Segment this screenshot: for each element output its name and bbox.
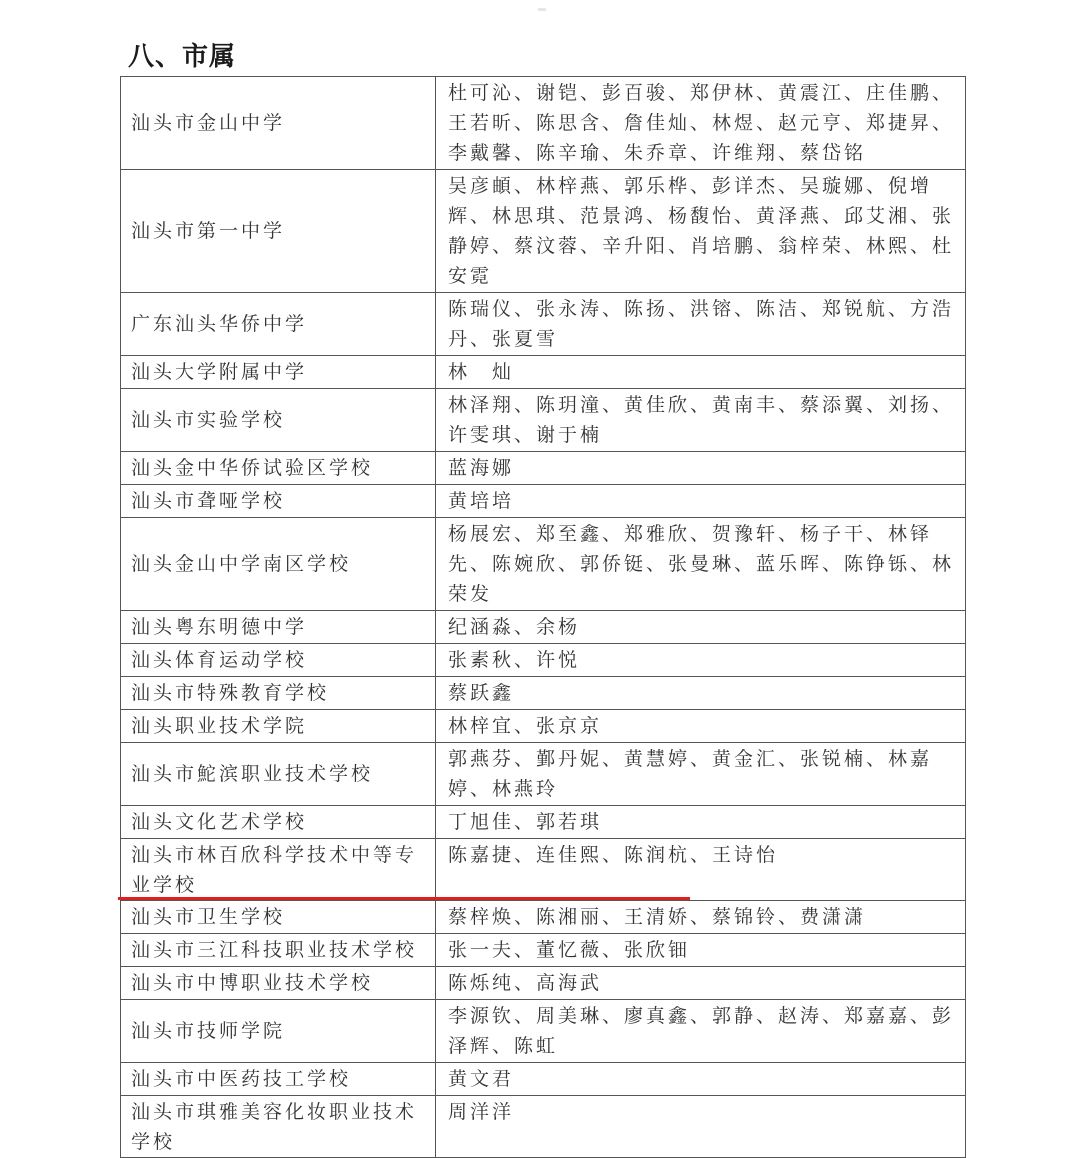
- names-cell: 林梓宜、张京京: [436, 710, 966, 743]
- names-cell: 林泽翔、陈玥潼、黄佳欣、黄南丰、蔡添翼、刘扬、许雯琪、谢于楠: [436, 389, 966, 452]
- names-cell: 蔡跃鑫: [436, 677, 966, 710]
- names-cell: 蔡梓焕、陈湘丽、王清娇、蔡锦铃、费潇潇: [436, 901, 966, 934]
- school-cell: 汕头粤东明德中学: [121, 611, 436, 644]
- table-row: [121, 839, 966, 901]
- school-cell: 汕头市特殊教育学校: [121, 677, 436, 710]
- table-row: [121, 1000, 966, 1063]
- table-row: [121, 677, 966, 710]
- table-row: [121, 934, 966, 967]
- table-row: [121, 901, 966, 934]
- school-cell: 汕头职业技术学院: [121, 710, 436, 743]
- names-cell: 郭燕芬、鄞丹妮、黄慧婷、黄金汇、张锐楠、林嘉婷、林燕玲: [436, 743, 966, 806]
- table-row: [121, 77, 966, 170]
- names-cell: 纪涵淼、余杨: [436, 611, 966, 644]
- names-cell: 丁旭佳、郭若琪: [436, 806, 966, 839]
- names-cell: 张一夫、董忆薇、张欣钿: [436, 934, 966, 967]
- school-cell: 汕头市中博职业技术学校: [121, 967, 436, 1000]
- names-cell: 陈烁纯、高海武: [436, 967, 966, 1000]
- school-cell: 汕头市林百欣科学技术中等专业学校: [121, 839, 436, 901]
- table-row: [121, 710, 966, 743]
- names-cell: 李源钦、周美琳、廖真鑫、郭静、赵涛、郑嘉嘉、彭泽辉、陈虹: [436, 1000, 966, 1063]
- school-cell: 汕头金山中学南区学校: [121, 518, 436, 611]
- school-cell: 广东汕头华侨中学: [121, 293, 436, 356]
- table-row: [121, 452, 966, 485]
- table-row: [121, 389, 966, 452]
- names-cell: 蓝海娜: [436, 452, 966, 485]
- school-cell: 汕头市鮀滨职业技术学校: [121, 743, 436, 806]
- table-row: [121, 485, 966, 518]
- school-cell: 汕头大学附属中学: [121, 356, 436, 389]
- table-row: [121, 967, 966, 1000]
- names-cell: 张素秋、许悦: [436, 644, 966, 677]
- section-title: 八、市属: [128, 42, 237, 72]
- school-cell: 汕头市实验学校: [121, 389, 436, 452]
- table-row: [121, 1096, 966, 1158]
- names-cell: 周洋洋: [436, 1096, 966, 1158]
- names-cell: 林 灿: [436, 356, 966, 389]
- table-row: [121, 170, 966, 293]
- table-row: [121, 518, 966, 611]
- names-cell: 陈瑞仪、张永涛、陈扬、洪镕、陈洁、郑锐航、方浩丹、张夏雪: [436, 293, 966, 356]
- school-cell: 汕头市卫生学校: [121, 901, 436, 934]
- school-cell: 汕头体育运动学校: [121, 644, 436, 677]
- table-row: [121, 293, 966, 356]
- red-underline-annotation: [118, 897, 690, 900]
- names-cell: 杜可沁、谢铠、彭百骏、郑伊林、黄震江、庄佳鹏、王若昕、陈思含、詹佳灿、林煜、赵元亨、郑捷昇、李戴馨、陈辛瑜、朱乔章、许维翔、蔡岱铭: [436, 77, 966, 170]
- school-cell: 汕头市第一中学: [121, 170, 436, 293]
- school-cell: 汕头市金山中学: [121, 77, 436, 170]
- names-cell: 吴彦頔、林梓燕、郭乐桦、彭详杰、吴璇娜、倪增辉、林思琪、范景鸿、杨馥怡、黄泽燕、邱艾湘、张静婷、蔡汶蓉、辛升阳、肖培鹏、翁梓荣、林熙、杜安霓: [436, 170, 966, 293]
- names-cell: 黄培培: [436, 485, 966, 518]
- school-cell: 汕头文化艺术学校: [121, 806, 436, 839]
- school-cell: 汕头市三江科技职业技术学校: [121, 934, 436, 967]
- school-cell: 汕头金中华侨试验区学校: [121, 452, 436, 485]
- school-cell: 汕头市技师学院: [121, 1000, 436, 1063]
- school-cell: 汕头市中医药技工学校: [121, 1063, 436, 1096]
- table-row: [121, 743, 966, 806]
- award-table: [120, 76, 966, 1158]
- names-cell: 杨展宏、郑至鑫、郑雅欣、贺豫轩、杨子干、林铎先、陈婉欣、郭侨铤、张曼琳、蓝乐晖、陈铮铄、林荣发: [436, 518, 966, 611]
- table-row: [121, 356, 966, 389]
- school-cell: 汕头市聋哑学校: [121, 485, 436, 518]
- names-cell: 陈嘉捷、连佳熙、陈润杭、王诗怡: [436, 839, 966, 901]
- table-row: [121, 1063, 966, 1096]
- table-row: [121, 611, 966, 644]
- table-row: [121, 806, 966, 839]
- school-cell: 汕头市琪雅美容化妆职业技术学校: [121, 1096, 436, 1158]
- scan-mark: [538, 8, 546, 11]
- table-row: [121, 644, 966, 677]
- names-cell: 黄文君: [436, 1063, 966, 1096]
